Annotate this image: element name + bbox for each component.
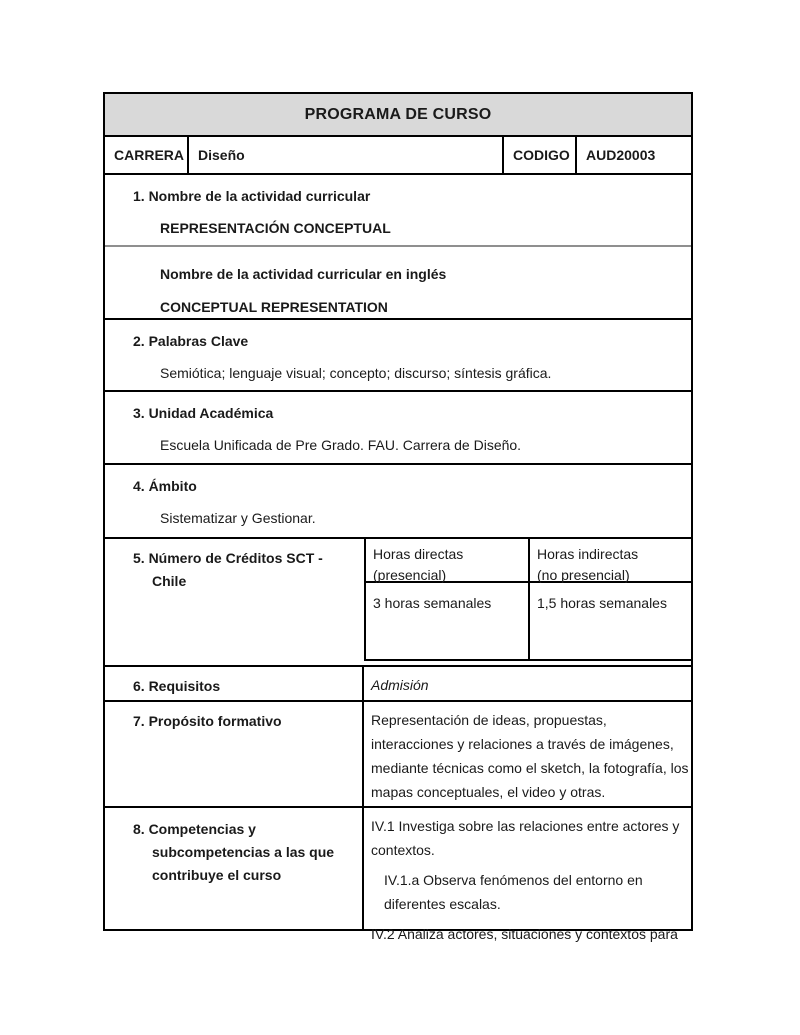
section-8-competencias	[105, 806, 691, 942]
section-3-label: 3. Unidad Académica	[133, 405, 274, 421]
section-1-value: REPRESENTACIÓN CONCEPTUAL	[160, 220, 391, 236]
hours-indirect-value: 1,5 horas semanales	[537, 595, 667, 611]
hours-indirect-header-line1: Horas indirectas	[537, 546, 639, 562]
hours-direct-value: 3 horas semanales	[366, 583, 530, 659]
hours-grid	[364, 539, 691, 661]
section-6-requisitos	[105, 665, 691, 700]
hours-indirect-header	[530, 539, 691, 583]
section-3-value: Escuela Unificada de Pre Grado. FAU. Carrera de Diseño.	[160, 437, 522, 453]
section-1-english-value: CONCEPTUAL REPRESENTATION	[160, 299, 388, 315]
hours-direct-header-line1: Horas directas	[373, 546, 464, 562]
document-title: PROGRAMA DE CURSO	[304, 105, 492, 123]
section-5-label: 5. Número de Créditos SCT - Chile	[133, 550, 323, 589]
carrera-row	[105, 135, 691, 173]
section-3-unidad-academica	[105, 390, 691, 463]
competencia-iv1: IV.1 Investiga sobre las relaciones entre actores y contextos.	[371, 818, 680, 858]
section-2-label: 2. Palabras Clave	[133, 333, 249, 349]
section-8-items	[364, 808, 691, 942]
section-7-label: 7. Propósito formativo	[105, 702, 364, 806]
section-1-nombre	[105, 173, 691, 245]
section-4-label: 4. Ámbito	[133, 478, 197, 494]
codigo-value: AUD20003	[575, 137, 691, 173]
hours-table	[364, 539, 691, 665]
codigo-label: CODIGO	[502, 137, 575, 173]
carrera-value: Diseño	[187, 137, 502, 173]
section-7-proposito	[105, 700, 691, 806]
section-4-value: Sistematizar y Gestionar.	[160, 510, 316, 526]
section-4-ambito	[105, 463, 691, 537]
section-5-creditos	[105, 537, 691, 665]
section-2-value: Semiótica; lenguaje visual; concepto; discurso; síntesis gráfica.	[160, 365, 552, 381]
hours-direct-header	[366, 539, 530, 583]
section-1-nombre-ingles	[105, 245, 691, 318]
section-6-value: Admisión	[371, 677, 429, 693]
hours-indirect-header-line2: (no presencial)	[537, 567, 630, 583]
document-title-bar	[105, 94, 691, 135]
section-7-value: Representación de ideas, propuestas, interacciones y relaciones a través de imágenes, mediante técnicas como el sketch, la fotografía, los mapas conceptuales, el video y otras.	[371, 712, 689, 800]
section-8-label: 8. Competencias y subcompetencias a las que contribuye el curso	[105, 808, 364, 929]
section-1-label: 1. Nombre de la actividad curricular	[133, 188, 371, 204]
section-6-label: 6. Requisitos	[105, 667, 364, 700]
hours-direct-header-line2: (presencial)	[373, 567, 447, 583]
competencia-iv2: IV.2 Analiza actores, situaciones y contextos para	[371, 926, 678, 942]
course-program-table	[103, 92, 693, 942]
carrera-label: CARRERA	[114, 147, 184, 163]
section-1-english-label: Nombre de la actividad curricular en inglés	[160, 266, 447, 282]
section-2-palabras-clave	[105, 318, 691, 390]
competencia-iv1a: IV.1.a Observa fenómenos del entorno en diferentes escalas.	[384, 872, 643, 912]
